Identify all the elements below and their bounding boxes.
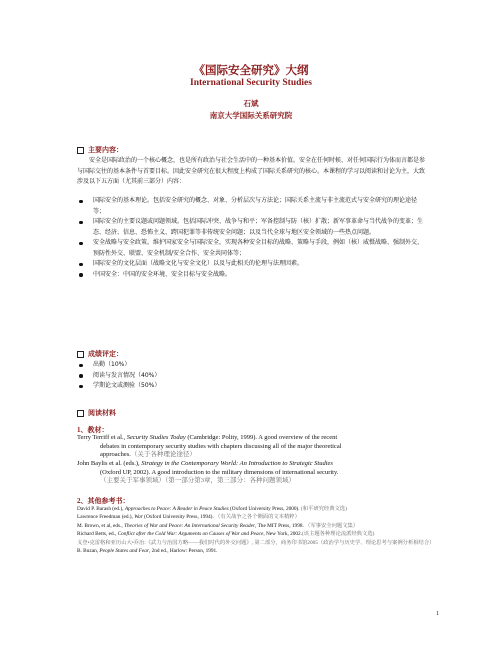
list-item: 国际安全的文化层面（战略文化与安全文化）以及与此相关的伦理与法理因素。 [77, 259, 427, 270]
textbook-ref-1: Terry Terriff et al., Security Studies Today (Cambridge: Polity, 1999). A good overview of the recent debates in contemporary security studies with chapters discussing all of the major theoretical approaches.（关于各种理论途径） [77, 434, 342, 458]
reading-heading [77, 408, 116, 418]
list-item: 国际安全的基本理论。包括安全研究的概念、对象、分析层次与方法论；国际关系主流与非主流范式与安全研究的理论途径等； [77, 196, 427, 217]
document-subtitle: International Security Studies [190, 78, 312, 88]
grading-heading [77, 349, 123, 359]
author-affiliation: 南京大学国际关系研究院 [209, 111, 293, 120]
reference-item: David P. Barash (ed.), Approaches to Peace: A Reader in Peace Studies (Oxford University Press, 2000). (和平研究经典文选) [77, 506, 347, 512]
reference-item: Richard Betts, ed., Conflict after the Cold War: Arguments on Causes of War and Peace, New York, 2002.(该主题各种理论流派经典文选) [77, 531, 375, 538]
bullet-dot-icon [79, 273, 83, 277]
main-content-heading-label: 主要内容： [88, 146, 123, 154]
list-item: 出勤（10%） [77, 360, 427, 371]
square-box-icon [77, 351, 84, 358]
other-references-list [77, 506, 435, 555]
reading-heading-label: 阅读材料 [88, 409, 116, 417]
reference-item: M. Brown, et al, eds., Theories of War and Peace: An International Security Reader, The MIT Press, 1998. （军事安全问题文集） [77, 522, 359, 529]
bullet-dot-icon [79, 263, 83, 267]
main-content-heading [77, 145, 123, 155]
list-item: 学期论文或测验（50%） [77, 381, 427, 392]
bullet-dot-icon [79, 242, 83, 246]
bullet-dot-icon [79, 221, 83, 225]
list-item: 国际安全的主要议题或问题领域。包括国际冲突、战争与和平；军备控制与防（核）扩散；新军事革命与当代战争的变革；生态、经济、信息、恐怖主义、跨国犯罪等非传统安全问题；以及当代全球与地区安全领域的一些热点问题。 [77, 217, 427, 238]
textbook-ref-2: John Baylis et al. (eds.), Strategy in the Contemporary World: An Introduction to Strategic Studies (Oxford UP, 2002). A good introduction to the military dimensions of international security. （主要关于军事领域）（第一部分第3章，第三部分：各种问题领域） [77, 460, 339, 484]
list-item: 阅读与发言情况（40%） [77, 371, 427, 382]
bullet-dot-icon [79, 200, 83, 204]
document-title: 《国际安全研究》大纲 [193, 63, 309, 77]
page-number: 1 [436, 611, 439, 617]
bullet-dot-icon [79, 385, 83, 389]
grading-heading-label: 成绩评定： [88, 350, 123, 358]
reference-item: 戈登•克雷格和亚历山大•乔治:《武力与治国方略——我们时代的外交问题》, 第二部分，商务印书馆2005（政治学与历史学、理论思考与案例分析相结合） [77, 539, 435, 546]
intro-paragraph: 安全是国际政治的一个核心概念，也是所有政治与社会生活中的一种基本价值。安全在任何时候、对任何国际行为体而言都是参与国际交往的基本条件与首要目标。因此安全研究在很大程度上构成了国际关系研究的核心。本课程的学习以阅读和讨论为主，大致涉及以下五方面（尤其前三部分）内容： [77, 157, 426, 185]
main-content-list [77, 196, 427, 280]
bullet-dot-icon [79, 374, 83, 378]
square-box-icon [77, 410, 84, 417]
author-name: 石斌 [243, 99, 259, 108]
grading-list [77, 360, 427, 392]
textbooks-heading: 1、教材： [77, 426, 109, 434]
reference-item: Lawrence Freedman (ed.), War (Oxford University Press, 1994). （有关战争之各个侧面的文本精粹） [77, 514, 300, 521]
other-references-heading: 2、其他参考书： [77, 497, 130, 505]
square-box-icon [77, 147, 84, 154]
bullet-dot-icon [79, 364, 83, 368]
list-item: 安全战略与安全政策。维护国家安全与国际安全，实现各种安全目标的战略、策略与手段，例如（核）威慑战略、强制外交、预防性外交、联盟、安全机制/安全合作、安全共同体等； [77, 238, 427, 259]
list-item: 中国安全：中国的安全环境、安全目标与安全战略。 [77, 270, 427, 281]
reference-item: B. Buzan, People States and Fear, 2nd ed., Harlow: Person, 1991. [77, 548, 218, 555]
